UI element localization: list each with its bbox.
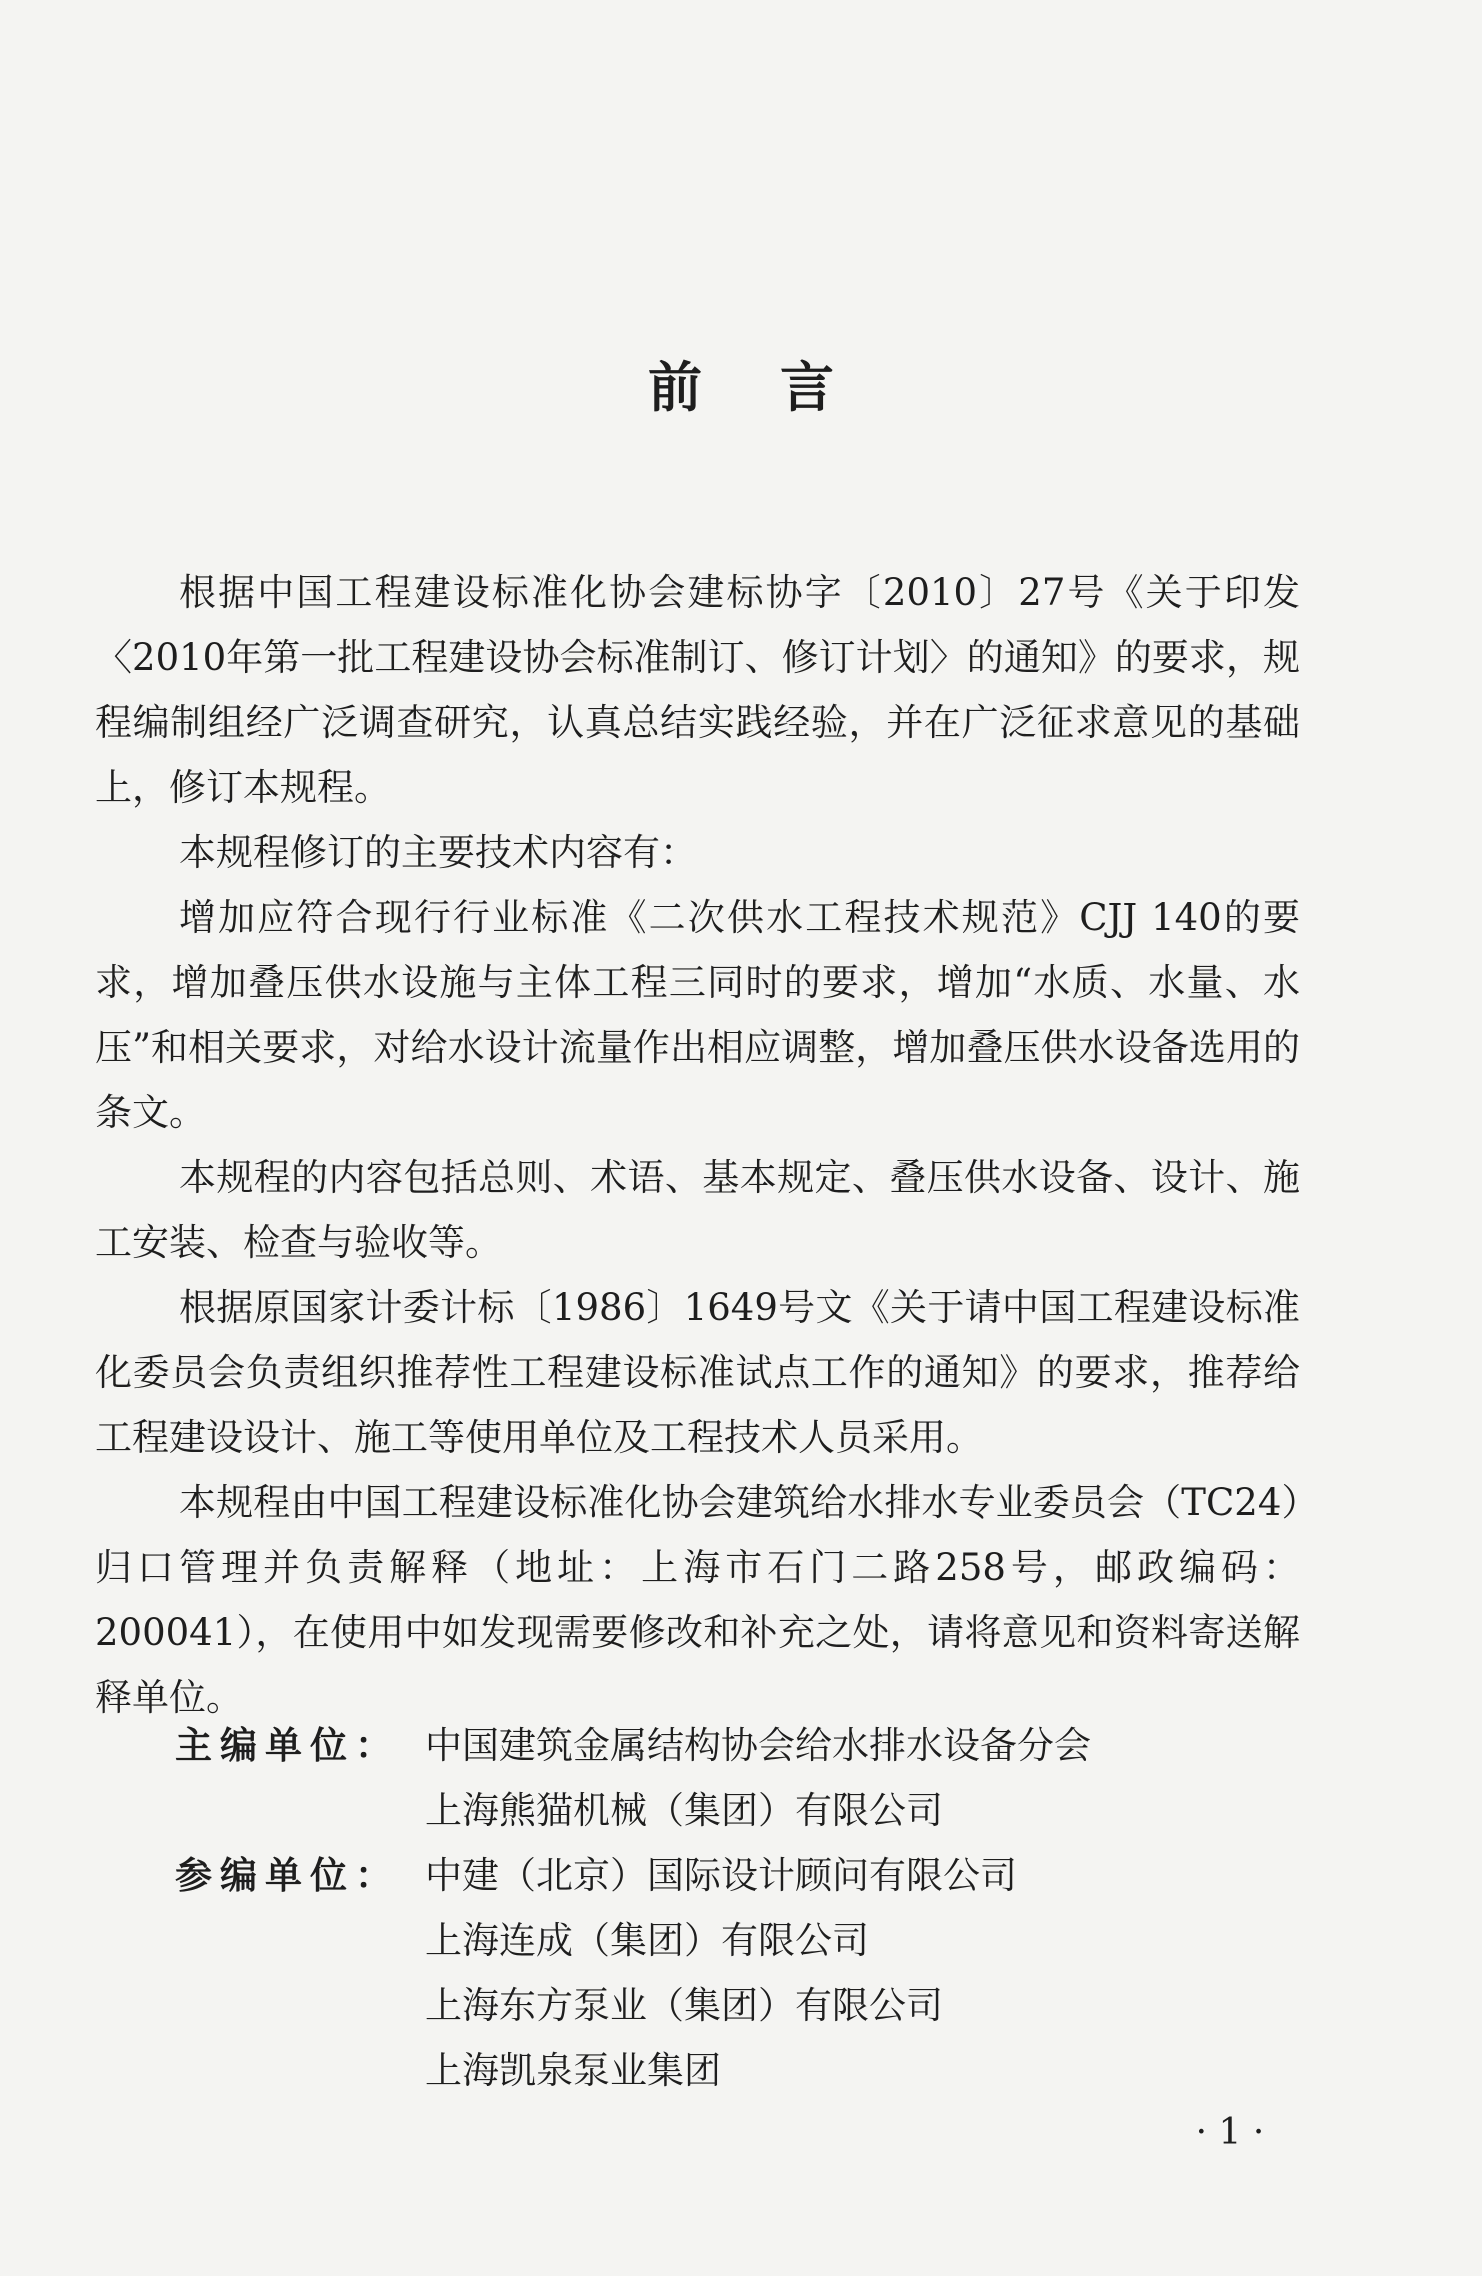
unit-item: 中国建筑金属结构协会给水排水设备分会 <box>425 1724 1091 1767</box>
unit-item: 上海连成（集团）有限公司 <box>425 1919 869 1962</box>
unit-item: 上海熊猫机械（集团）有限公司 <box>425 1789 943 1832</box>
participating-units-label: 参编单位： <box>175 1854 400 1897</box>
participating-units-row <box>175 1843 1305 2103</box>
paragraph: 根据中国工程建设标准化协会建标协字〔2010〕27号《关于印发〈2010年第一批工程建设协会标准制订、修订计划〉的通知》的要求，规程编制组经广泛调查研究，认真总结实践经验，并在广泛征求意见的基础上，修订本规程。 <box>95 571 1300 809</box>
chief-units-row <box>175 1713 1305 1843</box>
foreword-body <box>95 560 1300 1730</box>
paragraph: 增加应符合现行行业标准《二次供水工程技术规范》CJJ 140的要求，增加叠压供水设施与主体工程三同时的要求，增加“水质、水量、水压”和相关要求，对给水设计流量作出相应调整，增加叠压供水设备选用的条文。 <box>95 896 1300 1134</box>
page-title: 前言 <box>648 356 912 419</box>
paragraph: 本规程的内容包括总则、术语、基本规定、叠压供水设备、设计、施工安装、检查与验收等。 <box>95 1156 1300 1264</box>
chief-units-list <box>425 1713 1305 1843</box>
unit-item: 上海东方泵业（集团）有限公司 <box>425 1984 943 2027</box>
paragraph: 根据原国家计委计标〔1986〕1649号文《关于请中国工程建设标准化委员会负责组织推荐性工程建设标准试点工作的通知》的要求，推荐给工程建设设计、施工等使用单位及工程技术人员采用。 <box>95 1286 1300 1459</box>
chief-units-label: 主编单位： <box>175 1724 400 1767</box>
unit-item: 上海凯泉泵业集团 <box>425 2049 721 2092</box>
units-section <box>175 1713 1305 2103</box>
unit-item: 中建（北京）国际设计顾问有限公司 <box>425 1854 1017 1897</box>
paragraph: 本规程修订的主要技术内容有： <box>179 831 697 874</box>
page-number: · 1 · <box>1195 2112 1265 2153</box>
participating-units-list <box>425 1843 1305 2103</box>
paragraph: 本规程由中国工程建设标准化协会建筑给水排水专业委员会（TC24）归口管理并负责解释（地址：上海市石门二路258号，邮政编码：200041），在使用中如发现需要修改和补充之处，请将意见和资料寄送解释单位。 <box>95 1481 1300 1719</box>
